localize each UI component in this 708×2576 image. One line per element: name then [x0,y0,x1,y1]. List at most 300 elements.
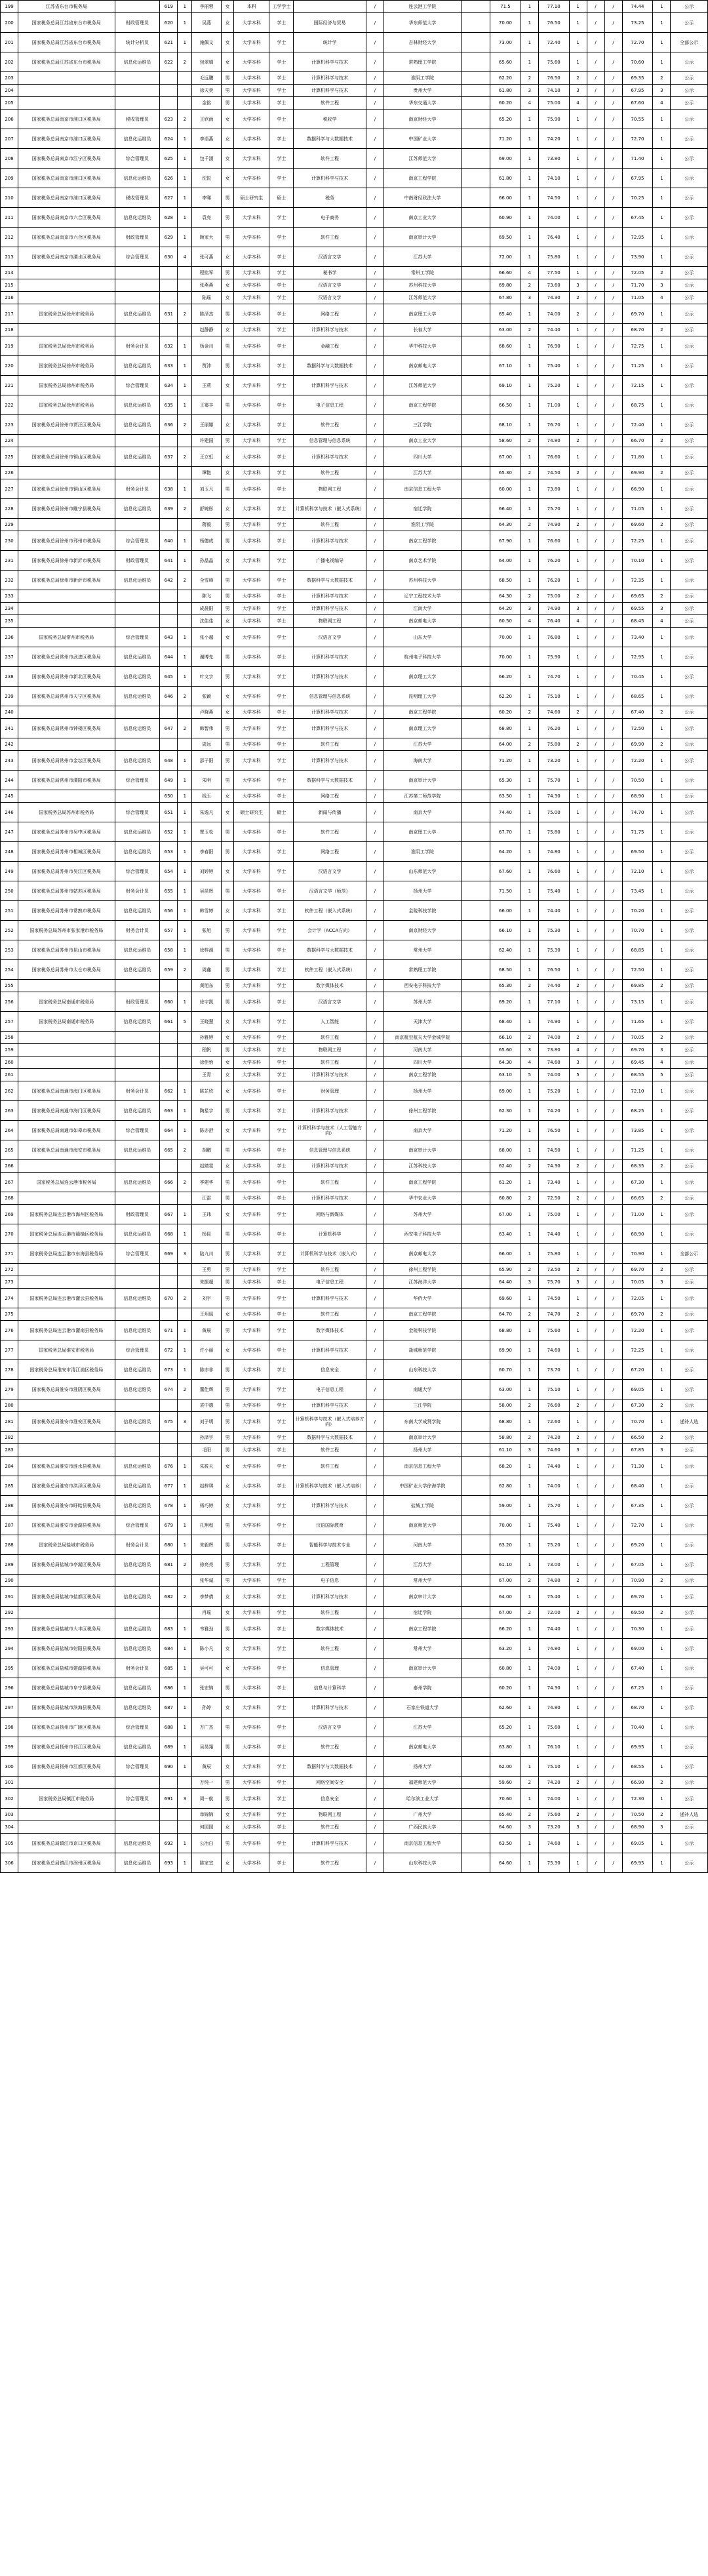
table-cell: / [587,921,604,940]
table-cell: 淮阴工学院 [384,519,461,531]
table-cell: 1 [521,1081,538,1101]
table-cell: 69.55 [622,603,653,615]
table-cell: 1 [521,1121,538,1140]
table-cell: 国家税务总局苏州市姑苏区税务局 [18,881,115,901]
table-cell [461,435,490,447]
table-cell: 1 [569,149,587,169]
table-cell: 女 [221,1659,234,1678]
table-cell: 公示 [671,1757,708,1777]
table-cell: / [604,52,622,72]
table-cell: 4 [653,97,671,110]
table-cell: 72.40 [538,33,569,52]
table-cell: / [604,790,622,803]
table-cell: 66.50 [622,1432,653,1444]
table-row [1,33,708,52]
table-cell: / [587,790,604,803]
table-cell: 全部公示 [671,1244,708,1264]
table-cell [160,706,178,719]
table-row [1,1718,708,1737]
table-row [1,1289,708,1308]
table-cell: 男 [221,647,234,667]
table-cell [18,603,115,615]
table-cell [461,1121,490,1140]
table-cell: / [366,531,384,551]
table-cell: 271 [1,1244,18,1264]
table-cell: 智能科学与技术专业 [294,1535,366,1555]
table-cell: 2 [178,719,192,738]
table-cell: 海南大学 [384,751,461,771]
table-cell: 1 [178,751,192,771]
table-cell: 周远 [192,738,221,751]
table-cell: 3 [521,603,538,615]
table-cell: 陈亦舒 [192,1121,221,1140]
table-cell: 递补人选 [671,1412,708,1432]
table-cell: 1 [178,1321,192,1340]
table-cell: 物联网工程 [294,479,366,499]
table-cell: 公示 [671,1516,708,1535]
table-cell: 74.80 [538,842,569,862]
table-cell [461,1432,490,1444]
table-cell: 大学本科 [234,1718,269,1737]
table-cell: 620 [160,13,178,33]
table-cell: / [587,1264,604,1276]
table-cell: 学士 [269,1457,294,1476]
table-cell: / [604,208,622,228]
table-cell: 学士 [269,1516,294,1535]
table-cell: 财务会计员 [115,921,160,940]
table-cell: / [587,1101,604,1121]
table-cell: 男 [221,479,234,499]
table-cell: 学士 [269,667,294,687]
table-cell: 学士 [269,1044,294,1057]
table-cell: 64.30 [490,1057,521,1069]
table-row [1,647,708,667]
table-cell: 大学本科 [234,1834,269,1853]
table-cell: 1 [569,1757,587,1777]
table-cell: 南京工程学院 [384,531,461,551]
table-cell: 75.70 [538,1276,569,1289]
table-cell: 常州大学 [384,940,461,960]
table-cell: / [587,1173,604,1192]
table-cell: 3 [521,85,538,97]
table-cell: 男 [221,1289,234,1308]
table-cell: 韩智伟 [192,719,221,738]
table-cell [461,551,490,571]
table-cell: 学士 [269,1575,294,1587]
table-cell: 76.50 [538,13,569,33]
table-cell: 男 [221,97,234,110]
table-cell: 学士 [269,1289,294,1308]
table-cell: / [587,85,604,97]
table-cell: 国家税务总局盐城市大丰区税务局 [18,1619,115,1639]
table-cell: / [366,822,384,842]
table-cell: 674 [160,1380,178,1399]
table-cell: 计算机科学与技术（嵌入式系统） [294,499,366,519]
table-cell: 综合管理员 [115,1340,160,1360]
table-cell: 2 [653,590,671,603]
table-cell [461,687,490,706]
table-cell: 计算机科学与技术 [294,1192,366,1205]
table-cell [115,1160,160,1173]
table-cell: 毛阳 [192,1444,221,1457]
table-cell: 3 [569,1276,587,1289]
table-cell [18,1160,115,1173]
table-cell: 75.80 [538,247,569,267]
table-cell: / [587,376,604,395]
table-cell: / [366,279,384,292]
table-cell [115,590,160,603]
table-row [1,247,708,267]
table-cell: 75.90 [538,110,569,129]
table-cell: / [604,1101,622,1121]
table-cell [461,376,490,395]
table-cell: 公示 [671,1457,708,1476]
table-cell: / [587,447,604,467]
table-cell: 692 [160,1834,178,1853]
table-cell: 国家税务总局苏州市吴中区税务局 [18,822,115,842]
table-cell: 财务会计员 [115,479,160,499]
table-cell: 男 [221,719,234,738]
table-cell: / [604,188,622,208]
table-cell: 67.45 [622,208,653,228]
table-cell: 3 [653,1276,671,1289]
table-cell: 软件工程 [294,1639,366,1659]
table-cell: 舒婉彤 [192,499,221,519]
table-cell: 王骞丰 [192,395,221,415]
table-cell: 70.60 [490,1789,521,1809]
table-cell: 数据科学与大数据技术 [294,129,366,149]
table-cell [18,72,115,85]
table-cell: 公示 [671,751,708,771]
table-cell: 75.20 [538,376,569,395]
table-cell: 1 [521,479,538,499]
table-cell: / [587,33,604,52]
table-cell: 1 [521,1205,538,1224]
table-cell: 国家税务总局连云港市灌云县税务局 [18,1289,115,1308]
table-cell: 74.40 [490,803,521,822]
table-cell: 72.35 [622,571,653,590]
table-cell: 男 [221,304,234,324]
table-cell: / [604,247,622,267]
table-cell: 公示 [671,1476,708,1496]
table-cell [461,667,490,687]
table-cell: 75.30 [538,940,569,960]
table-cell: 74.20 [538,1432,569,1444]
table-cell: / [587,1757,604,1777]
table-cell: / [587,1821,604,1834]
table-cell: 大学本科 [234,110,269,129]
table-cell: 软件工程（嵌入式系统） [294,901,366,921]
table-cell: / [366,1639,384,1659]
table-cell: 1 [521,1789,538,1809]
table-cell: / [604,1659,622,1678]
table-cell: 1 [653,208,671,228]
table-cell: / [604,447,622,467]
table-cell: 公示 [671,551,708,571]
table-row [1,324,708,336]
table-cell: 女 [221,1587,234,1607]
table-cell: 学士 [269,822,294,842]
table-cell: 77.50 [538,267,569,279]
table-cell: 杨昆 [192,1224,221,1244]
table-cell: / [587,1069,604,1081]
table-cell: 计算机科学与技术 [294,1496,366,1516]
table-cell: / [587,647,604,667]
table-cell: 毛远鹏 [192,72,221,85]
table-row [1,1308,708,1321]
table-cell: 231 [1,551,18,571]
table-cell: 298 [1,1718,18,1737]
table-cell: 66.70 [622,435,653,447]
table-cell: 女 [221,1308,234,1321]
table-cell: 男 [221,590,234,603]
table-cell: 76.50 [538,72,569,85]
table-cell: 国家税务总局徐州市铜山区税务局 [18,479,115,499]
table-cell: 南京师范大学 [384,1516,461,1535]
table-cell: / [604,292,622,304]
table-cell: 女 [221,149,234,169]
table-cell: / [366,1737,384,1757]
table-cell: 61.80 [490,85,521,97]
table-cell: 76.70 [538,415,569,435]
table-cell: 2 [569,467,587,479]
table-cell: 1 [521,1555,538,1575]
table-cell: 73.15 [622,992,653,1012]
table-cell: 3 [653,1044,671,1057]
table-cell: / [366,1,384,13]
table-cell: 2 [521,1809,538,1821]
table-cell: / [587,1575,604,1587]
table-cell: 1 [521,751,538,771]
table-cell: 71.20 [490,751,521,771]
table-cell [115,615,160,628]
table-cell: 大学本科 [234,738,269,751]
table-cell [18,267,115,279]
table-cell: 公示 [671,1678,708,1698]
table-cell: 1 [178,901,192,921]
table-cell [461,1678,490,1698]
table-cell: 2 [521,1399,538,1412]
table-cell: 66.00 [490,188,521,208]
table-cell: 计算机科学与技术 [294,72,366,85]
table-cell: 59.60 [490,1777,521,1789]
table-cell: / [366,615,384,628]
table-cell: 徐天奕 [192,85,221,97]
table-cell [461,169,490,188]
table-cell [461,1340,490,1360]
table-cell: 女 [221,415,234,435]
table-cell: 71.50 [490,881,521,901]
table-cell: 75.40 [538,1587,569,1607]
table-cell: 国家税务总局连云港市灌南县税务局 [18,1321,115,1340]
table-cell: 公示 [671,52,708,72]
table-cell: 63.00 [490,324,521,336]
table-cell: 669 [160,1244,178,1264]
table-cell: 3 [521,1444,538,1457]
table-cell [115,1044,160,1057]
table-cell: 1 [569,842,587,862]
table-cell [178,1809,192,1821]
table-cell: 2 [521,72,538,85]
table-cell: 公示 [671,771,708,790]
table-cell [160,292,178,304]
table-cell: 公示 [671,292,708,304]
table-cell: / [366,467,384,479]
table-cell: 1 [653,531,671,551]
table-cell: 1 [178,862,192,881]
table-cell [178,1032,192,1044]
table-row [1,751,708,771]
table-cell [18,1444,115,1457]
table-cell: 大学本科 [234,1101,269,1121]
table-cell: 女 [221,1457,234,1476]
table-cell: 国家税务总局南京市江宁区税务局 [18,149,115,169]
table-cell: 1 [178,771,192,790]
table-cell: 综合管理员 [115,1757,160,1777]
table-cell: 东南大学成贤学院 [384,1412,461,1432]
table-cell: 230 [1,531,18,551]
table-cell: 69.90 [622,738,653,751]
table-cell: 学士 [269,571,294,590]
table-row [1,1809,708,1821]
table-cell: 1 [178,33,192,52]
table-cell: 63.50 [490,1834,521,1853]
table-cell [178,1057,192,1069]
table-cell: 公示 [671,1069,708,1081]
table-cell: 男 [221,1173,234,1192]
table-cell: 数字媒体技术 [294,1619,366,1639]
table-cell: 2 [521,435,538,447]
table-cell: 62.20 [490,687,521,706]
table-cell: 1 [569,822,587,842]
table-cell: 大学本科 [234,304,269,324]
table-cell: 1 [521,1587,538,1607]
table-cell: 广西民族大学 [384,1821,461,1834]
table-cell: 南京理工大学 [384,667,461,687]
table-cell: 山东科技大学 [384,1360,461,1380]
table-cell: / [587,356,604,376]
table-cell: 72.75 [622,336,653,356]
table-cell: / [587,881,604,901]
table-cell: 信息化运维员 [115,842,160,862]
table-cell: 648 [160,751,178,771]
table-cell: 73.70 [538,1360,569,1380]
table-cell: 75.40 [538,1516,569,1535]
table-cell: 1 [521,531,538,551]
table-cell: 1 [569,1101,587,1121]
table-cell: 1 [521,1757,538,1777]
table-cell: 63.50 [490,790,521,803]
table-cell: / [604,751,622,771]
table-cell: 计算机科学与技术 [294,169,366,188]
table-cell: / [366,1380,384,1399]
table-cell: 万广杰 [192,1718,221,1737]
table-cell: 学士 [269,247,294,267]
table-cell: 大学本科 [234,1789,269,1809]
table-cell: 1 [653,751,671,771]
table-cell: 62.00 [490,1757,521,1777]
table-cell: 信息化运维员 [115,52,160,72]
table-cell: 212 [1,228,18,247]
table-cell: 学士 [269,1224,294,1244]
table-cell: 74.60 [538,1340,569,1360]
table-cell: 女 [221,129,234,149]
table-cell: 1 [569,1718,587,1737]
table-cell: 公示 [671,336,708,356]
table-cell: 67.85 [622,1444,653,1457]
table-cell: 1 [569,1340,587,1360]
table-cell: 公示 [671,1789,708,1809]
table-cell: 学士 [269,531,294,551]
table-cell: 国家税务总局苏州市太仓市税务局 [18,960,115,980]
table-cell: / [587,279,604,292]
table-cell: / [604,376,622,395]
table-cell: 65.30 [490,467,521,479]
table-cell: 泰州学院 [384,1678,461,1698]
table-cell: / [366,52,384,72]
table-cell: 国家税务总局常州市金坛区税务局 [18,751,115,771]
table-cell: 张燕燕 [192,279,221,292]
table-cell: 2 [653,435,671,447]
table-cell: 学士 [269,687,294,706]
table-cell: 新闻与传播 [294,803,366,822]
table-cell [115,1444,160,1457]
table-cell: 67.30 [622,1173,653,1192]
table-cell: 74.40 [538,1224,569,1244]
table-cell: 76.50 [538,1121,569,1140]
table-cell: 女 [221,13,234,33]
table-cell [178,467,192,479]
table-cell: 石家庄铁道大学 [384,1698,461,1718]
table-cell: 许建国 [192,435,221,447]
table-cell: 670 [160,1289,178,1308]
table-cell: 汉语国际教育 [294,1516,366,1535]
table-cell: 1 [653,499,671,519]
table-cell: / [587,1516,604,1535]
table-cell: / [366,628,384,647]
table-cell: 男 [221,571,234,590]
table-cell: 684 [160,1639,178,1659]
table-cell: 3 [653,1821,671,1834]
table-cell: 74.70 [538,1308,569,1321]
table-cell: 68.90 [622,1821,653,1834]
table-cell: 国家税务总局盐城市射阳县税务局 [18,1639,115,1659]
table-cell: 213 [1,247,18,267]
table-cell: 254 [1,960,18,980]
table-cell: 公示 [671,1057,708,1069]
table-cell: 2 [569,738,587,751]
table-cell: 71.05 [622,292,653,304]
table-cell: 公示 [671,1698,708,1718]
table-cell: / [587,304,604,324]
table-cell [461,1737,490,1757]
table-cell: 大学本科 [234,1160,269,1173]
table-cell: 季建华 [192,1173,221,1192]
table-cell [178,324,192,336]
table-cell: 大学本科 [234,467,269,479]
table-cell: / [604,628,622,647]
table-cell: 杭州电子科技大学 [384,647,461,667]
table-cell [461,188,490,208]
table-cell: 公示 [671,72,708,85]
table-cell: 男 [221,603,234,615]
table-cell: 大学本科 [234,279,269,292]
table-cell [178,519,192,531]
table-cell: 68.50 [490,571,521,590]
table-cell: 1 [653,13,671,33]
table-cell: 大学本科 [234,447,269,467]
table-cell: 软件工程 [294,1737,366,1757]
